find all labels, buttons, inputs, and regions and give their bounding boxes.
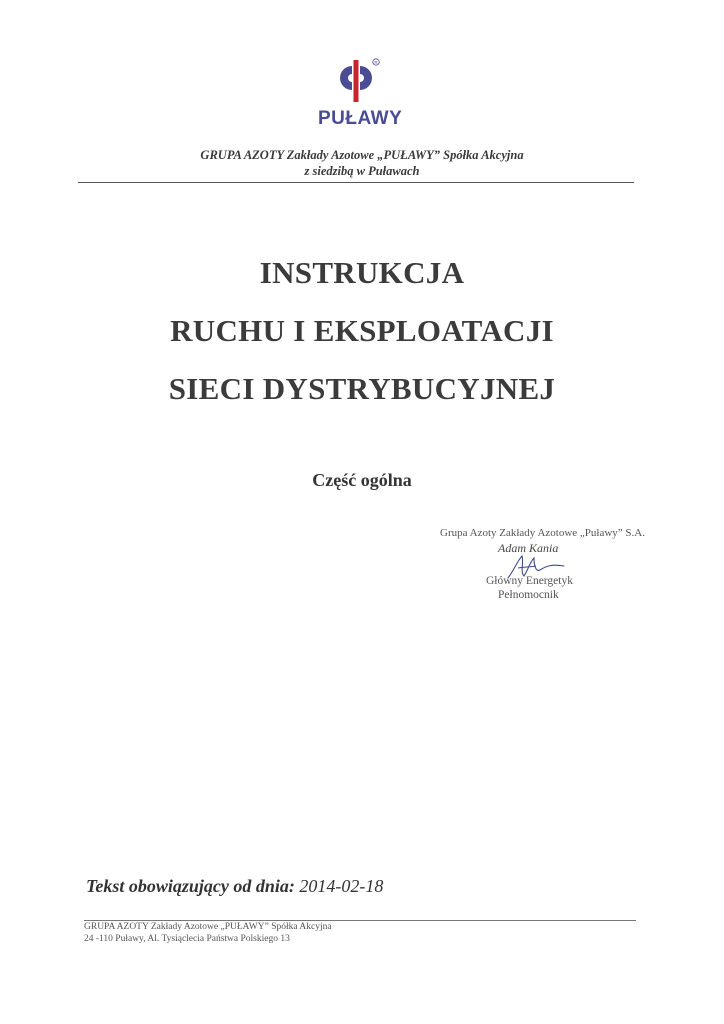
- validity-date: 2014-02-18: [299, 876, 384, 896]
- document-title-line-3: SIECI DYSTRYBUCYJNEJ: [168, 371, 556, 406]
- logo-wordmark: PUŁAWY: [318, 108, 403, 129]
- stamp-role: Główny Energetyk: [486, 575, 573, 587]
- document-title-line-1: INSTRUKCJA: [259, 255, 465, 290]
- validity-statement: [86, 876, 383, 897]
- footer-address: 24 -110 Puławy, Al. Tysiąclecia Państwa Polskiego 13: [84, 934, 290, 944]
- validity-label: Tekst obowiązujący od dnia:: [86, 876, 295, 896]
- company-logo: [318, 56, 403, 136]
- company-name: GRUPA AZOTY Zakłady Azotowe „PUŁAWY” Spółka Akcyjna: [200, 148, 524, 162]
- header-divider: [78, 182, 634, 183]
- svg-text:R: R: [374, 59, 378, 65]
- stamp-role-secondary: Pełnomocnik: [498, 589, 559, 601]
- document-title-line-2: RUCHU I EKSPLOATACJI: [170, 313, 554, 348]
- document-subtitle: Część ogólna: [312, 470, 412, 490]
- company-seat: z siedzibą w Puławach: [304, 164, 420, 178]
- pulawy-logo-mark: [324, 56, 384, 102]
- stamp-company: Grupa Azoty Zakłady Azotowe „Puławy” S.A.: [440, 527, 645, 539]
- footer-divider: [84, 920, 636, 921]
- stamp-name: Adam Kania: [498, 541, 559, 555]
- footer-company: GRUPA AZOTY Zakłady Azotowe „PUŁAWY” Spółka Akcyjna: [84, 922, 332, 932]
